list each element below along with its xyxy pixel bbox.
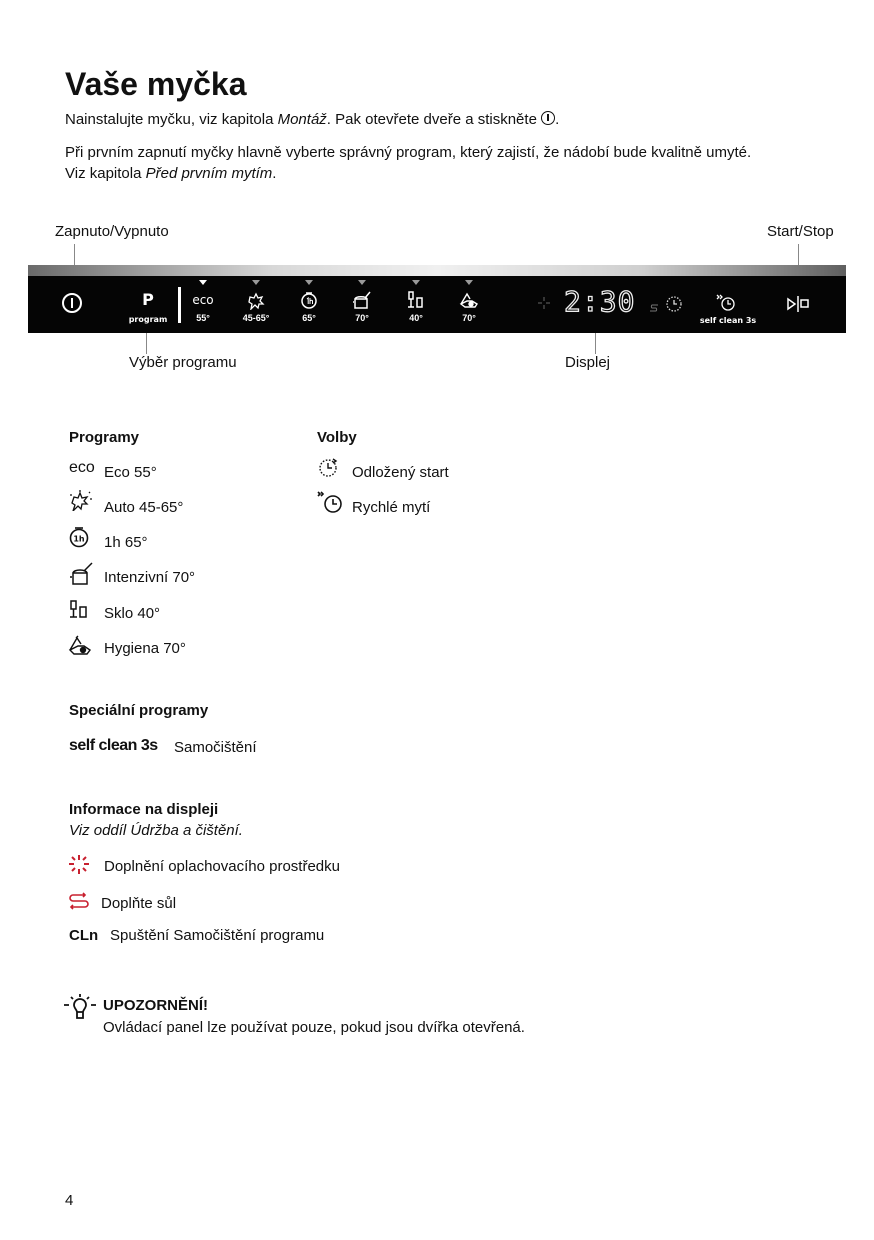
rinse-aid-indicator-icon — [536, 295, 552, 311]
glass-icon — [68, 600, 94, 622]
start-stop-button[interactable] — [785, 294, 809, 314]
rinse-aid-icon — [68, 854, 94, 876]
intensive-program-button[interactable] — [350, 290, 374, 310]
display-info-heading: Informace na displeji — [69, 801, 219, 818]
display-info-item: Doplňte sůl — [101, 895, 177, 912]
special-heading: Speciální programy — [69, 702, 209, 719]
salt-indicator-icon — [648, 300, 660, 310]
program-button[interactable]: P — [142, 290, 154, 309]
text: . — [555, 111, 560, 128]
program-temp: 70° — [355, 313, 369, 323]
text: Nainstalujte myčku, viz kapitola — [65, 111, 278, 128]
indicator — [465, 280, 473, 285]
intro-paragraph-2 — [65, 142, 751, 184]
cln-code: CLn — [69, 927, 99, 944]
text: . Pak otevřete dveře a stiskněte — [326, 111, 542, 128]
indicator — [305, 280, 313, 285]
text: Při prvním zapnutí myčky hlavně vyberte správný program, který zajistí, že nádobí bude kvalitně umyté. — [65, 144, 752, 161]
program-temp: 65° — [302, 313, 316, 323]
text: Viz kapitola — [65, 165, 146, 182]
program-temp: 70° — [462, 313, 476, 323]
divider — [178, 287, 181, 323]
control-panel — [28, 276, 846, 333]
1h-timer-icon — [67, 526, 93, 548]
special-item: Samočištění — [174, 739, 257, 756]
delay-start-icon — [316, 456, 342, 478]
indicator — [252, 280, 260, 285]
hygiene-icon — [67, 634, 93, 656]
options-heading: Volby — [317, 429, 357, 446]
auto-program-button[interactable] — [244, 290, 268, 310]
display-info-subtitle: Viz oddíl Údržba a čištění. — [69, 822, 243, 839]
option-item: Odložený start — [352, 464, 449, 481]
indicator — [412, 280, 420, 285]
selected-indicator — [199, 280, 207, 285]
selfclean-icon: self clean 3s — [69, 737, 158, 754]
program-item: Auto 45-65° — [104, 499, 184, 516]
text: . — [272, 165, 277, 182]
quick-wash-button[interactable] — [714, 293, 738, 313]
warning-text: Ovládací panel lze používat pouze, pokud jsou dvířka otevřená. — [103, 1019, 525, 1036]
text-line — [65, 163, 751, 184]
auto-icon — [68, 489, 94, 511]
time-display: 2:30 — [564, 285, 636, 318]
program-item: Intenzivní 70° — [104, 569, 196, 586]
panel-edge — [28, 265, 846, 276]
program-item: Hygiena 70° — [104, 640, 186, 657]
page-number: 4 — [65, 1192, 74, 1209]
eco-icon: eco — [69, 459, 95, 476]
callout-display: Displej — [565, 354, 611, 371]
1h-program-button[interactable] — [297, 290, 321, 310]
selfclean-label: self clean 3s — [699, 316, 757, 325]
salt-icon — [68, 892, 94, 914]
hygiene-program-button[interactable] — [457, 290, 481, 310]
program-label: program — [128, 315, 168, 324]
program-temp: 55° — [196, 313, 210, 323]
power-button[interactable] — [62, 293, 82, 313]
lightbulb-icon — [63, 993, 97, 1025]
callout-startstop: Start/Stop — [767, 223, 834, 240]
chapter-reference: Před prvním mytím — [145, 165, 273, 182]
program-temp: 45-65° — [242, 313, 270, 323]
program-item: Eco 55° — [104, 464, 157, 481]
chapter-reference: Montáž — [277, 111, 327, 128]
display-info-item: Spuštění Samočištění programu — [110, 927, 325, 944]
program-item: 1h 65° — [104, 534, 148, 551]
glass-program-button[interactable] — [404, 290, 428, 310]
icon-text: 1h — [73, 534, 85, 544]
quick-wash-icon — [316, 491, 342, 513]
programs-heading: Programy — [69, 429, 140, 446]
option-item: Rychlé mytí — [352, 499, 431, 516]
program-temp: 40° — [409, 313, 423, 323]
indicator — [358, 280, 366, 285]
warning-heading: UPOZORNĚNÍ! — [103, 997, 208, 1014]
power-icon — [541, 111, 555, 125]
pot-icon — [67, 562, 93, 584]
display-info-item: Doplnění oplachovacího prostředku — [104, 858, 340, 875]
eco-program-button[interactable]: eco — [192, 293, 214, 307]
callout-program: Výběr programu — [129, 354, 237, 371]
intro-paragraph-1 — [65, 109, 559, 130]
page-title: Vaše myčka — [65, 66, 247, 102]
delay-start-button[interactable] — [663, 294, 687, 314]
callout-power: Zapnuto/Vypnuto — [55, 223, 169, 240]
program-item: Sklo 40° — [104, 605, 161, 622]
